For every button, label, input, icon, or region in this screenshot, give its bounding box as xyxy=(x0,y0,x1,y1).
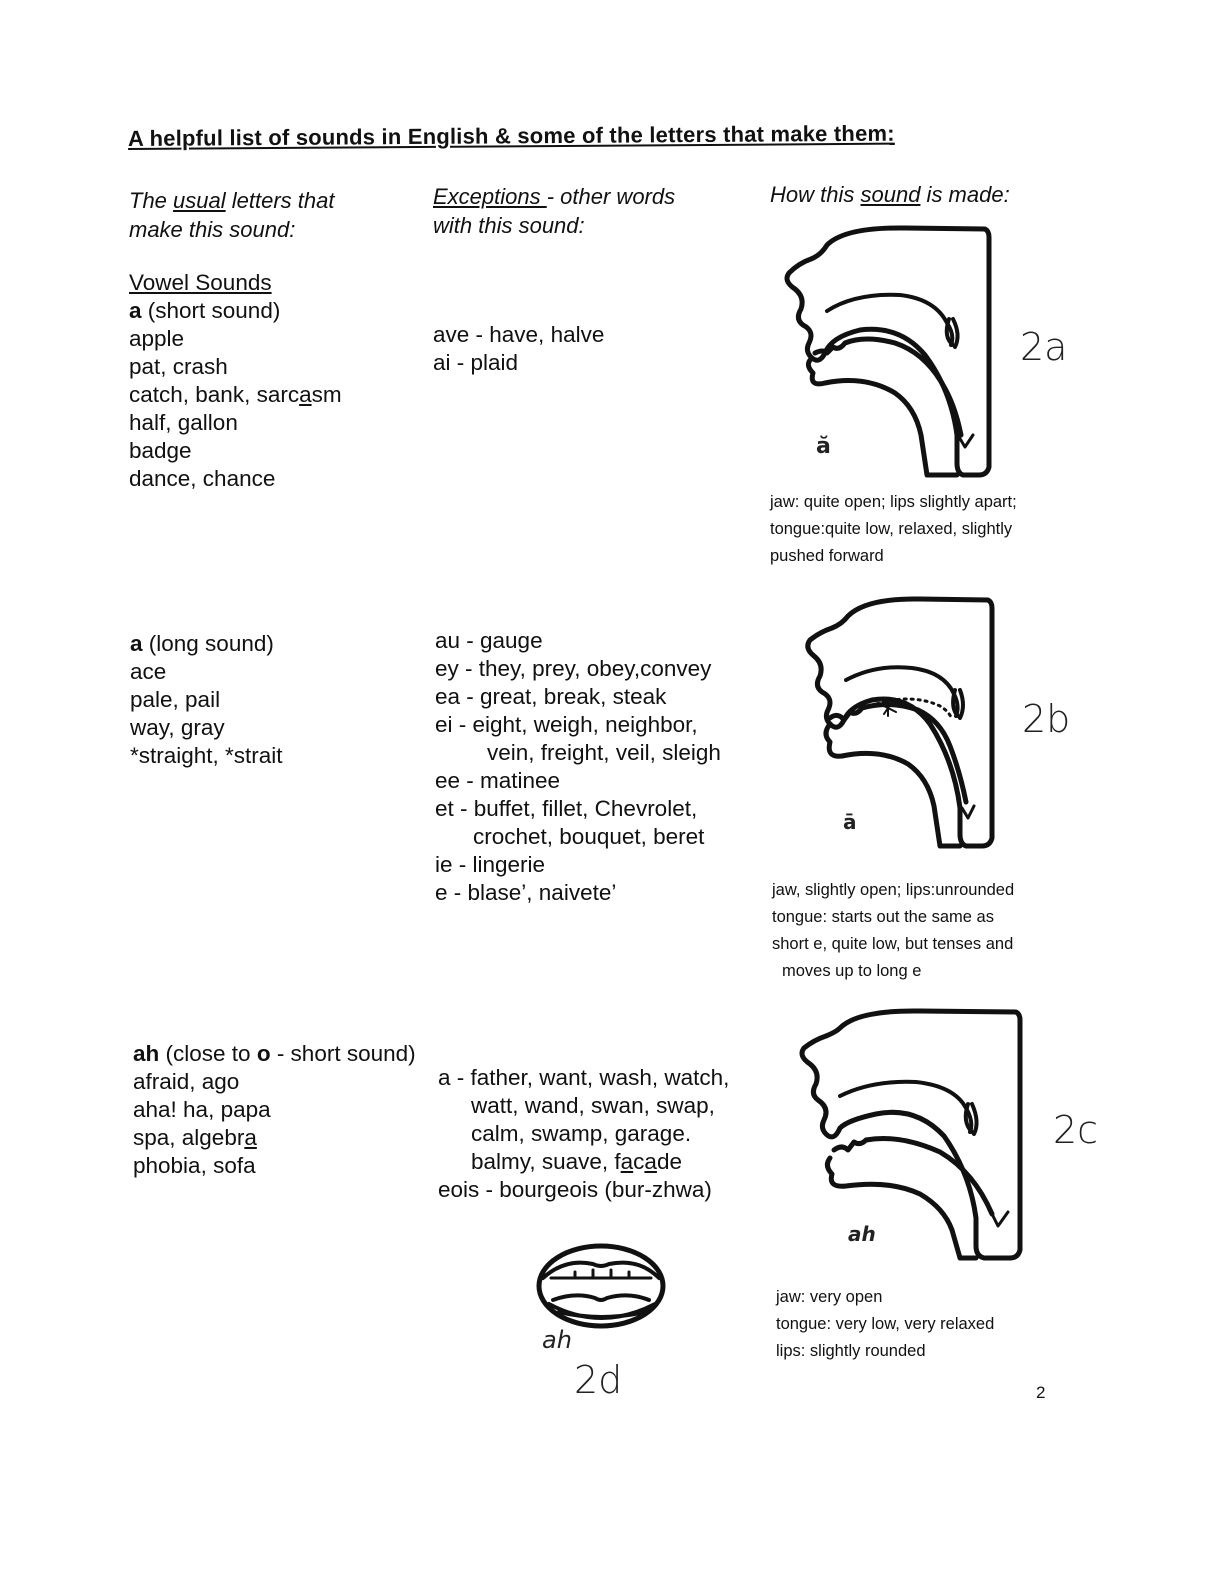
header-underlined: usual xyxy=(173,188,226,213)
list-item: way, gray xyxy=(130,715,225,740)
list-item: aha! ha, papa xyxy=(133,1097,271,1122)
underlined-letter: a xyxy=(620,1149,634,1174)
open-mouth-front-view xyxy=(535,1242,670,1332)
caption-line: tongue:quite low, relaxed, slightly xyxy=(770,520,1013,538)
caption-line: jaw: very open xyxy=(776,1288,883,1306)
list-item: e - blase’, naivete’ xyxy=(435,880,617,905)
header-text: with this sound: xyxy=(433,213,585,238)
label-rest: (long sound) xyxy=(142,631,274,656)
short-a-caption xyxy=(770,489,1017,570)
list-item: calm, swamp, garage. xyxy=(471,1121,692,1146)
exceptions-header xyxy=(433,182,675,240)
how-made-header xyxy=(770,180,1010,209)
caption-line: short e, quite low, but tenses and xyxy=(772,935,1014,953)
caption-line: jaw, slightly open; lips:unrounded xyxy=(772,881,1015,899)
upper-teeth-line xyxy=(840,1082,971,1132)
list-item: apple xyxy=(129,326,185,351)
label-bold: o xyxy=(256,1041,271,1066)
header-text: make this sound: xyxy=(129,217,296,242)
header-text: - other words xyxy=(546,184,676,209)
list-item: au - gauge xyxy=(435,628,543,653)
ah-list xyxy=(133,1040,416,1180)
figure-label-2d: 2d xyxy=(574,1358,623,1402)
symbol-long-a: ā xyxy=(843,810,857,834)
header-underlined: Exceptions xyxy=(433,184,547,209)
long-a-list xyxy=(130,630,283,770)
symbol-ah: ah xyxy=(848,1222,876,1246)
header-text: is made: xyxy=(920,182,1010,207)
list-item: pale, pail xyxy=(130,687,221,712)
caption-line: jaw: quite open; lips slightly apart; xyxy=(770,493,1017,511)
list-item: ee - matinee xyxy=(435,768,561,793)
label-rest: - short sound) xyxy=(270,1041,416,1066)
figure-label-2a: 2a xyxy=(1020,325,1068,369)
label-bold: a xyxy=(130,631,143,656)
mouth-diagram-2b xyxy=(800,596,1000,851)
list-item: dance, chance xyxy=(129,466,276,491)
list-item: half, gallon xyxy=(129,410,238,435)
text: sm xyxy=(311,382,342,407)
underlined-letter: a xyxy=(644,1149,657,1174)
list-item: a - father, want, wash, watch, xyxy=(438,1065,730,1090)
text: de xyxy=(656,1149,682,1174)
upper-teeth xyxy=(551,1270,651,1278)
list-item xyxy=(129,381,342,409)
list-item: phobia, sofa xyxy=(133,1153,256,1178)
label-bold: ah xyxy=(133,1041,160,1066)
list-item: vein, freight, veil, sleigh xyxy=(487,740,721,765)
list-item: pat, crash xyxy=(129,354,228,379)
text: c xyxy=(633,1149,645,1174)
short-a-label xyxy=(129,297,342,325)
symbol-short-a: ă xyxy=(816,434,831,459)
tongue-front xyxy=(553,1295,649,1300)
tongue xyxy=(834,1139,992,1215)
header-underlined: sound xyxy=(860,182,921,207)
upper-lip xyxy=(543,1263,659,1278)
caption-line: tongue: very low, very relaxed xyxy=(776,1315,995,1333)
caption-line: tongue: starts out the same as xyxy=(772,908,994,926)
mouth-symbol-ah: ah xyxy=(542,1326,572,1354)
mouth-diagram-2a xyxy=(775,225,995,480)
list-item: ace xyxy=(130,659,167,684)
figure-label-2b: 2b xyxy=(1022,697,1071,741)
underlined-letter: a xyxy=(244,1125,257,1150)
ah-caption xyxy=(776,1284,994,1365)
label-rest: (close to xyxy=(159,1041,257,1066)
list-item: crochet, bouquet, beret xyxy=(473,824,705,849)
list-item: badge xyxy=(129,438,192,463)
text: spa, algebr xyxy=(133,1125,245,1150)
header-text: letters that xyxy=(225,188,335,213)
list-item xyxy=(438,1148,729,1176)
mouth-diagram-2c xyxy=(790,1008,1030,1263)
label-bold: a xyxy=(129,298,142,323)
vowel-sounds-heading: Vowel Sounds xyxy=(129,270,272,295)
label-rest: (short sound) xyxy=(141,298,281,323)
list-item: *straight, *strait xyxy=(130,743,283,768)
caption-line: moves up to long e xyxy=(782,962,922,980)
list-item: ai - plaid xyxy=(433,350,519,375)
page-number: 2 xyxy=(1036,1383,1046,1402)
long-a-label xyxy=(130,630,283,658)
text: catch, bank, sarc xyxy=(129,382,300,407)
list-item: ie - lingerie xyxy=(435,852,546,877)
caption-line: pushed forward xyxy=(770,547,884,565)
figure-label-2c: 2c xyxy=(1053,1108,1099,1152)
list-item xyxy=(133,1124,416,1152)
upper-palate xyxy=(802,1011,1020,1258)
list-item: ey - they, prey, obey,convey xyxy=(435,656,712,681)
list-item: eois - bourgeois (bur-zhwa) xyxy=(438,1177,712,1202)
text: balmy, suave, f xyxy=(471,1149,621,1174)
upper-palate xyxy=(808,599,992,846)
list-item: ei - eight, weigh, neighbor, xyxy=(435,712,698,737)
ah-label xyxy=(133,1040,416,1068)
airflow-arrow xyxy=(962,806,974,818)
upper-teeth-line xyxy=(827,295,952,345)
long-a-exceptions xyxy=(435,627,721,907)
header-text: How this xyxy=(770,182,861,207)
underlined-letter: a xyxy=(299,382,312,407)
page-title: A helpful list of sounds in English & some of the letters that make them: xyxy=(127,120,895,151)
short-a-list xyxy=(129,269,342,493)
header-text: The xyxy=(129,188,174,213)
list-item: afraid, ago xyxy=(133,1069,240,1094)
caption-line: lips: slightly rounded xyxy=(776,1342,926,1360)
list-item: watt, wand, swan, swap, xyxy=(471,1093,715,1118)
ah-exceptions xyxy=(438,1064,729,1204)
usual-letters-header xyxy=(129,186,334,244)
list-item: ave - have, halve xyxy=(433,322,605,347)
long-a-caption xyxy=(772,877,1014,985)
list-item: ea - great, break, steak xyxy=(435,684,667,709)
list-item: et - buffet, fillet, Chevrolet, xyxy=(435,796,698,821)
short-a-exceptions xyxy=(433,321,604,377)
